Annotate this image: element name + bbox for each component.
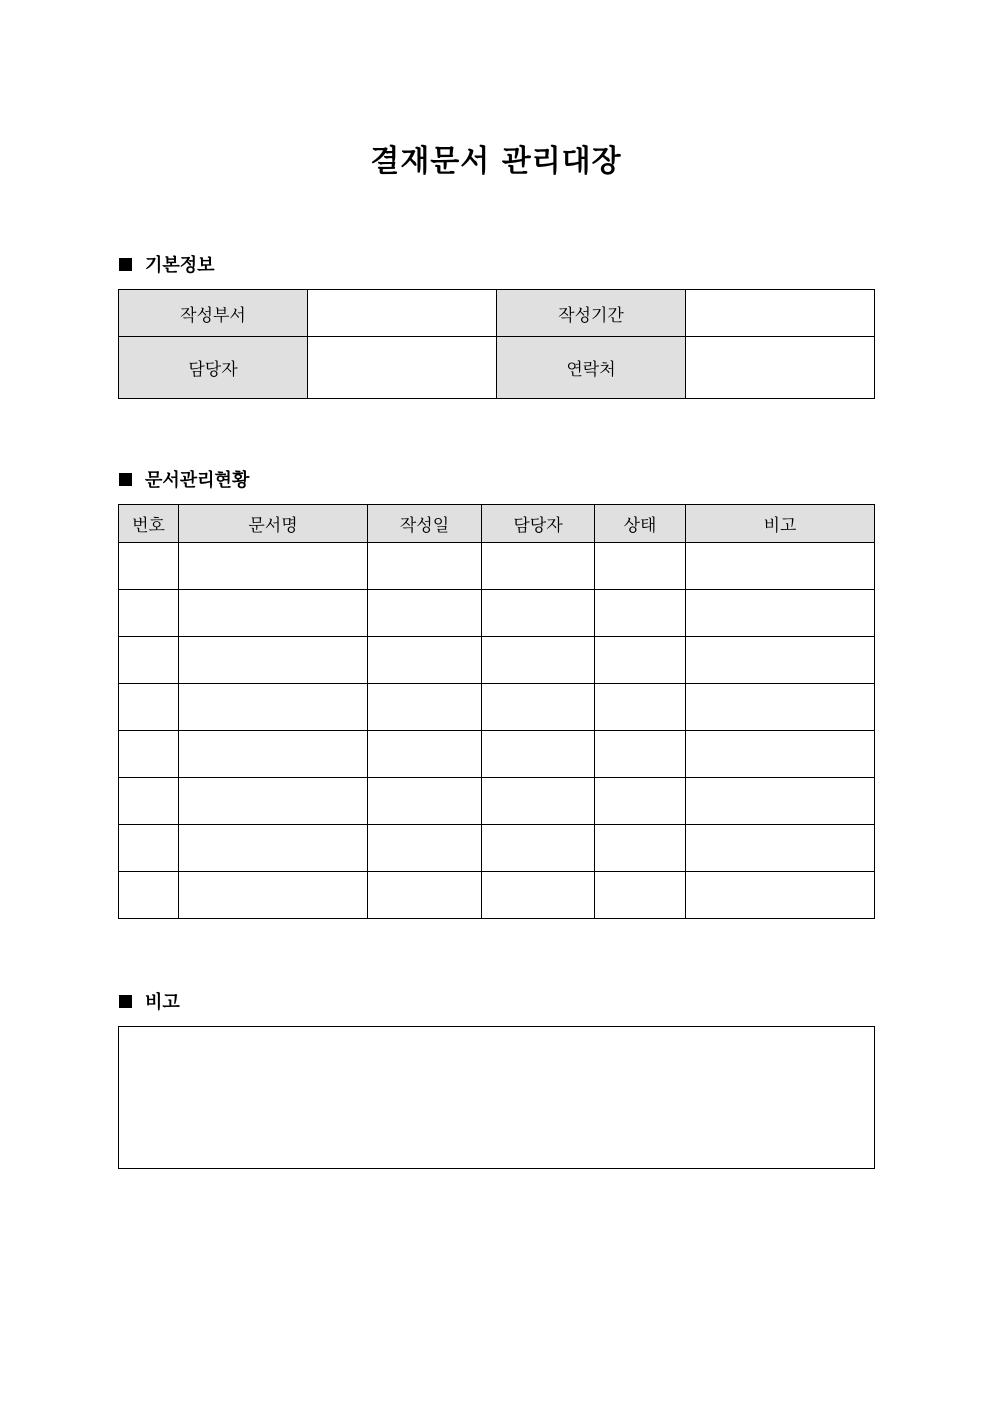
cell-date[interactable] <box>368 637 482 684</box>
cell-date[interactable] <box>368 590 482 637</box>
cell-status[interactable] <box>595 637 686 684</box>
document-status-heading <box>119 467 249 491</box>
manager-label: 담당자 <box>119 337 308 399</box>
contact-label: 연락처 <box>497 337 686 399</box>
cell-manager[interactable] <box>482 590 595 637</box>
cell-doc-name[interactable] <box>179 684 368 731</box>
cell-number[interactable] <box>119 778 179 825</box>
manager-value[interactable] <box>308 337 497 399</box>
remarks-box[interactable] <box>118 1026 875 1169</box>
cell-status[interactable] <box>595 825 686 872</box>
document-status-table <box>118 504 875 919</box>
table-row <box>119 637 875 684</box>
table-row <box>119 778 875 825</box>
cell-remarks[interactable] <box>686 731 875 778</box>
document-status-heading-label: 문서관리현황 <box>145 470 250 491</box>
cell-manager[interactable] <box>482 731 595 778</box>
cell-doc-name[interactable] <box>179 872 368 919</box>
cell-status[interactable] <box>595 778 686 825</box>
cell-date[interactable] <box>368 731 482 778</box>
table-row <box>119 543 875 590</box>
cell-manager[interactable] <box>482 825 595 872</box>
dept-value[interactable] <box>308 290 497 337</box>
table-row <box>119 872 875 919</box>
contact-value[interactable] <box>686 337 875 399</box>
cell-status[interactable] <box>595 731 686 778</box>
column-header-status: 상태 <box>595 505 686 543</box>
square-bullet-icon <box>119 995 132 1008</box>
square-bullet-icon <box>119 258 132 271</box>
period-value[interactable] <box>686 290 875 337</box>
column-header-manager: 담당자 <box>482 505 595 543</box>
cell-doc-name[interactable] <box>179 778 368 825</box>
cell-date[interactable] <box>368 778 482 825</box>
column-header-date: 작성일 <box>368 505 482 543</box>
cell-manager[interactable] <box>482 872 595 919</box>
basic-info-heading-label: 기본정보 <box>145 255 215 276</box>
period-label: 작성기간 <box>497 290 686 337</box>
cell-doc-name[interactable] <box>179 825 368 872</box>
cell-doc-name[interactable] <box>179 637 368 684</box>
cell-manager[interactable] <box>482 684 595 731</box>
cell-number[interactable] <box>119 825 179 872</box>
cell-number[interactable] <box>119 731 179 778</box>
remarks-heading <box>119 989 180 1013</box>
cell-status[interactable] <box>595 590 686 637</box>
cell-number[interactable] <box>119 872 179 919</box>
dept-label: 작성부서 <box>119 290 308 337</box>
table-row <box>119 590 875 637</box>
cell-remarks[interactable] <box>686 637 875 684</box>
cell-status[interactable] <box>595 543 686 590</box>
cell-manager[interactable] <box>482 543 595 590</box>
cell-number[interactable] <box>119 543 179 590</box>
cell-status[interactable] <box>595 684 686 731</box>
basic-info-table <box>118 289 875 399</box>
cell-doc-name[interactable] <box>179 731 368 778</box>
column-header-doc-name: 문서명 <box>179 505 368 543</box>
cell-manager[interactable] <box>482 637 595 684</box>
basic-info-row <box>119 290 875 337</box>
cell-number[interactable] <box>119 590 179 637</box>
cell-doc-name[interactable] <box>179 590 368 637</box>
cell-remarks[interactable] <box>686 872 875 919</box>
column-header-remarks: 비고 <box>686 505 875 543</box>
table-row <box>119 825 875 872</box>
remarks-heading-label: 비고 <box>145 992 180 1013</box>
basic-info-row <box>119 337 875 399</box>
cell-remarks[interactable] <box>686 684 875 731</box>
cell-date[interactable] <box>368 543 482 590</box>
cell-remarks[interactable] <box>686 825 875 872</box>
basic-info-heading <box>119 252 215 276</box>
table-row <box>119 684 875 731</box>
column-header-number: 번호 <box>119 505 179 543</box>
square-bullet-icon <box>119 473 132 486</box>
cell-doc-name[interactable] <box>179 543 368 590</box>
cell-remarks[interactable] <box>686 778 875 825</box>
cell-date[interactable] <box>368 825 482 872</box>
cell-manager[interactable] <box>482 778 595 825</box>
cell-remarks[interactable] <box>686 590 875 637</box>
cell-status[interactable] <box>595 872 686 919</box>
cell-date[interactable] <box>368 872 482 919</box>
cell-date[interactable] <box>368 684 482 731</box>
cell-remarks[interactable] <box>686 543 875 590</box>
cell-number[interactable] <box>119 637 179 684</box>
table-row <box>119 731 875 778</box>
document-title: 결재문서 관리대장 <box>370 144 622 179</box>
table-header-row <box>119 505 875 543</box>
cell-number[interactable] <box>119 684 179 731</box>
